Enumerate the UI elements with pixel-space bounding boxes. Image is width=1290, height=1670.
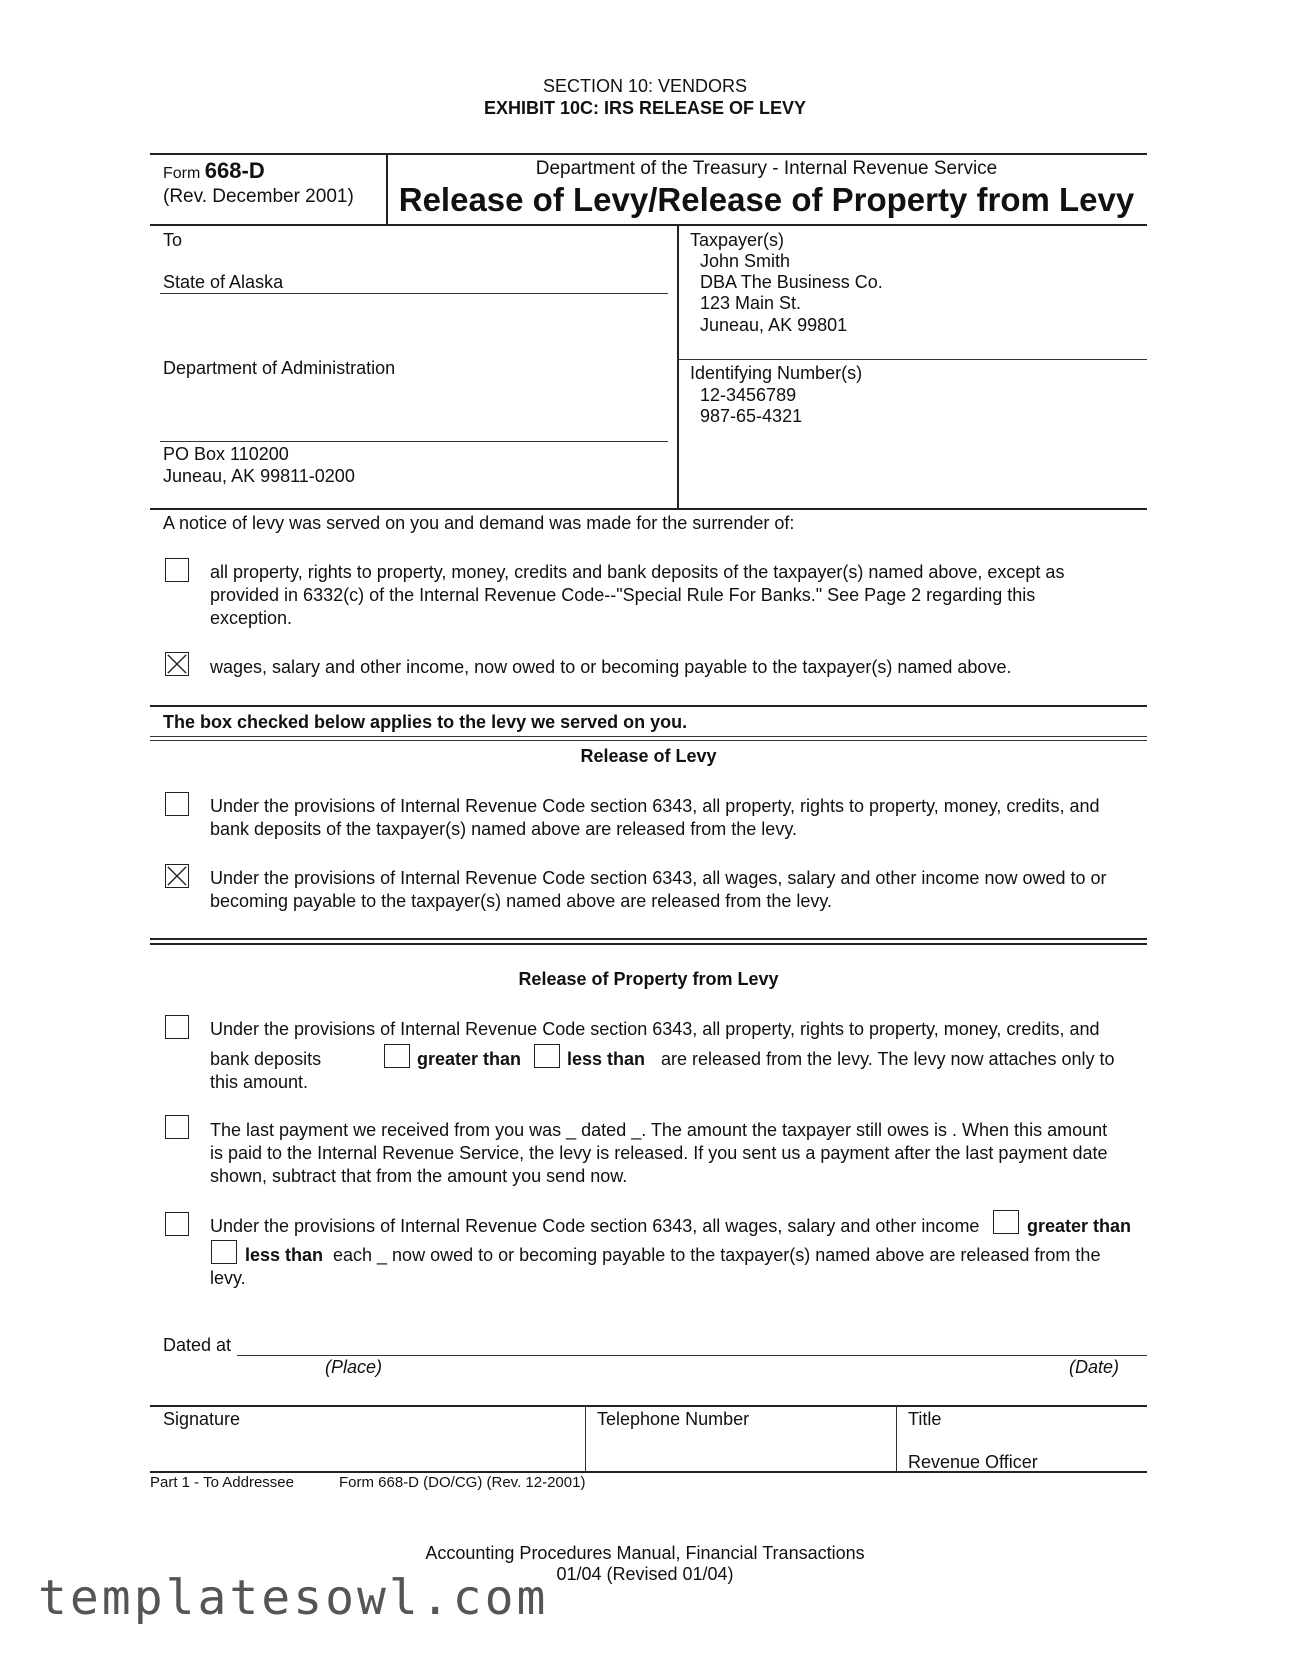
watermark-logo: templatesowl.com	[38, 1570, 549, 1626]
addressee-line-1: State of Alaska	[163, 272, 284, 292]
addressee-line-3: PO Box 110200	[163, 444, 289, 464]
telephone-label: Telephone Number	[597, 1409, 750, 1429]
bank-deposits-label: bank deposits	[210, 1049, 322, 1069]
rule	[585, 1406, 586, 1472]
release-property-line-1: Under the provisions of Internal Revenue Code section 6343, all property, rights to property, money, credits, and	[210, 1019, 1100, 1039]
release-wages-text: Under the provisions of Internal Revenue Code section 6343, all wages, salary and other income now owed to or becoming payable to the taxpayer(s) named above are released from the levy.	[210, 868, 1107, 911]
release-wages-amount-line-3: levy.	[210, 1268, 246, 1288]
last-payment-text: The last payment we received from you was _ dated _. The amount the taxpayer still owes is . When this amount is paid to the Internal Revenue Service, the levy is released. If you sent us a payment after the last payment date shown, subtract that from the amount you send now.	[210, 1120, 1108, 1186]
department-name: Department of the Treasury - Internal Revenue Service	[535, 158, 998, 179]
rule	[677, 225, 679, 509]
taxpayer-line: DBA The Business Co.	[700, 272, 883, 292]
place-caption: (Place)	[325, 1357, 383, 1377]
rule	[678, 359, 1147, 360]
rule	[150, 508, 1147, 510]
form-title: Release of Levy/Release of Property from Levy	[398, 181, 1135, 218]
applies-statement: The box checked below applies to the levy we served on you.	[163, 712, 688, 732]
rule	[150, 1405, 1147, 1407]
surrender-all-property-text: all property, rights to property, money, credits and bank deposits of the taxpayer(s) named above, except as provided in 6332(c) of the Internal Revenue Code--"Special Rule For Banks." See Page 2 regarding this exception.	[210, 562, 1065, 628]
rule	[896, 1406, 897, 1472]
release-property-tail: are released from the levy. The levy now attaches only to	[661, 1049, 1115, 1069]
identifying-label: Identifying Number(s)	[690, 363, 863, 383]
rule	[150, 740, 1147, 741]
rule	[160, 441, 668, 442]
rule	[150, 1471, 1147, 1473]
last-payment-checkbox[interactable]	[165, 1115, 189, 1139]
less-than-label: less than	[567, 1049, 646, 1069]
rule	[150, 153, 1147, 155]
release-property-line-3: this amount.	[210, 1072, 309, 1092]
identifying-number: 987-65-4321	[700, 406, 803, 426]
rule	[150, 705, 1147, 707]
check-x-icon	[166, 653, 188, 675]
release-property-heading: Release of Property from Levy	[518, 969, 779, 989]
title-value: Revenue Officer	[908, 1452, 1038, 1472]
wages-greater-than-checkbox[interactable]	[993, 1210, 1019, 1234]
rule	[160, 293, 668, 294]
rule	[150, 736, 1147, 737]
surrender-wages-text: wages, salary and other income, now owed to or becoming payable to the taxpayer(s) named above.	[210, 657, 1012, 677]
addressee-line-2: Department of Administration	[163, 358, 396, 378]
rule	[150, 938, 1147, 940]
wages-greater-than-label: greater than	[1027, 1216, 1132, 1236]
greater-than-label: greater than	[417, 1049, 522, 1069]
release-wages-amount-line-1: Under the provisions of Internal Revenue Code section 6343, all wages, salary and other income	[210, 1216, 980, 1236]
taxpayer-label: Taxpayer(s)	[690, 230, 785, 250]
section-heading: SECTION 10: VENDORS	[542, 76, 748, 96]
taxpayer-line: Juneau, AK 99801	[700, 315, 848, 335]
manual-title: Accounting Procedures Manual, Financial Transactions	[425, 1543, 865, 1563]
less-than-checkbox[interactable]	[534, 1044, 560, 1068]
form-revision: (Rev. December 2001)	[163, 186, 354, 207]
identifying-number: 12-3456789	[700, 385, 797, 405]
release-of-levy-heading: Release of Levy	[580, 746, 717, 766]
form-number: Form 668-D	[163, 158, 265, 183]
rule	[150, 943, 1147, 945]
addressee-line-4: Juneau, AK 99811-0200	[163, 466, 355, 486]
surrender-all-property-checkbox[interactable]	[165, 558, 189, 582]
part-label: Part 1 - To Addressee	[150, 1474, 294, 1491]
release-property-amount-checkbox[interactable]	[165, 1015, 189, 1039]
title-label: Title	[908, 1409, 942, 1429]
dated-at-label: Dated at	[163, 1335, 232, 1355]
manual-date: 01/04 (Revised 01/04)	[556, 1564, 734, 1584]
exhibit-heading: EXHIBIT 10C: IRS RELEASE OF LEVY	[483, 98, 807, 118]
date-caption: (Date)	[1069, 1357, 1120, 1377]
release-all-property-checkbox[interactable]	[165, 792, 189, 816]
rule	[150, 224, 1147, 226]
signature-label: Signature	[163, 1409, 241, 1429]
taxpayer-line: 123 Main St.	[700, 293, 802, 313]
release-wages-amount-checkbox[interactable]	[165, 1212, 189, 1236]
to-label: To	[163, 230, 183, 250]
check-x-icon	[166, 865, 188, 887]
taxpayer-line: John Smith	[700, 251, 791, 271]
release-wages-checkbox[interactable]	[165, 864, 189, 888]
release-wages-amount-line-2: each _ now owed to or becoming payable to the taxpayer(s) named above are released from the	[333, 1245, 1101, 1265]
release-all-property-text: Under the provisions of Internal Revenue Code section 6343, all property, rights to property, money, credits, and bank deposits of the taxpayer(s) named above are released from the levy.	[210, 796, 1100, 839]
greater-than-checkbox[interactable]	[384, 1044, 410, 1068]
wages-less-than-label: less than	[245, 1245, 324, 1265]
surrender-wages-checkbox[interactable]	[165, 652, 189, 676]
form-reference: Form 668-D (DO/CG) (Rev. 12-2001)	[339, 1474, 586, 1491]
wages-less-than-checkbox[interactable]	[211, 1240, 237, 1264]
notice-intro: A notice of levy was served on you and demand was made for the surrender of:	[163, 513, 795, 533]
